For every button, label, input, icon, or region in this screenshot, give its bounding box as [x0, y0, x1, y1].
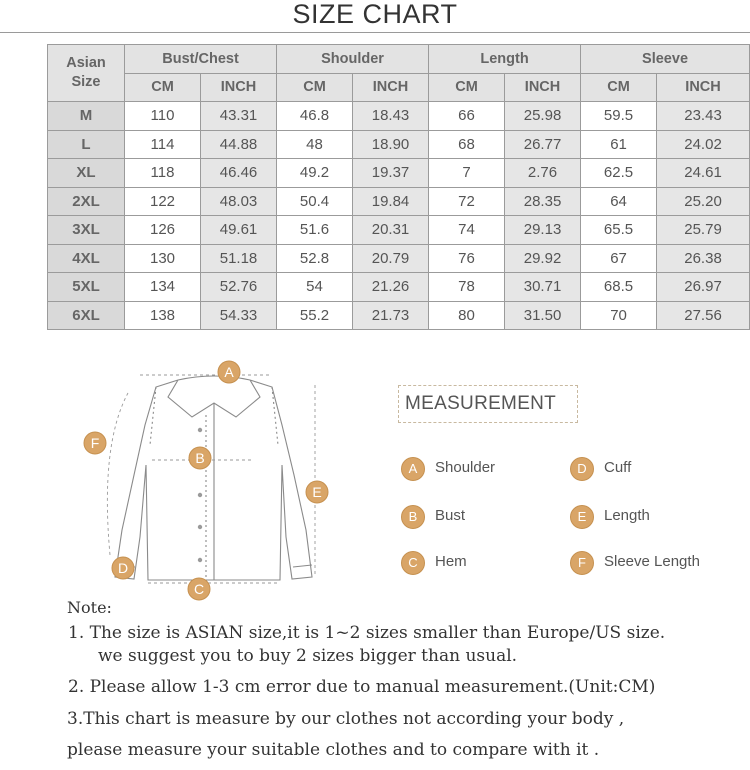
size-chart-table: [47, 44, 750, 330]
measure-cell: 2.76: [505, 159, 581, 188]
measure-cell: 43.31: [201, 102, 277, 131]
measure-cell: 78: [429, 273, 505, 302]
table-row: [48, 244, 750, 273]
measure-cell: 114: [125, 130, 201, 159]
measure-cell: 23.43: [657, 102, 750, 131]
measure-cell: 25.20: [657, 187, 750, 216]
table-row: [48, 130, 750, 159]
unit-header: CM: [125, 73, 201, 102]
unit-header: CM: [277, 73, 353, 102]
measure-cell: 51.18: [201, 244, 277, 273]
unit-header: INCH: [657, 73, 750, 102]
group-header-sleeve: Sleeve: [581, 45, 750, 74]
measure-cell: 52.76: [201, 273, 277, 302]
measure-cell: 74: [429, 216, 505, 245]
measure-cell: 26.38: [657, 244, 750, 273]
note-line-1: 1. The size is ASIAN size,it is 1~2 sizes smaller than Europe/US size.: [68, 623, 666, 643]
legend-label: Shoulder: [435, 459, 496, 476]
unit-header: INCH: [505, 73, 581, 102]
table-row: [48, 159, 750, 188]
table-row: [48, 273, 750, 302]
measure-cell: 110: [125, 102, 201, 131]
legend-badge: B: [401, 505, 425, 529]
measure-cell: 66: [429, 102, 505, 131]
size-header-line: Size: [71, 74, 101, 90]
note-line-3: 3.This chart is measure by our clothes not according your body ,: [67, 709, 625, 729]
marker-c-label: C: [193, 581, 205, 597]
size-cell: XL: [48, 159, 125, 188]
size-header-cell: [48, 45, 125, 102]
marker-d-label: D: [117, 560, 129, 576]
note-line-3b: please measure your suitable clothes and to compare with it .: [67, 740, 600, 760]
measure-cell: 21.73: [353, 301, 429, 330]
measure-cell: 50.4: [277, 187, 353, 216]
measure-cell: 59.5: [581, 102, 657, 131]
measure-cell: 54.33: [201, 301, 277, 330]
marker-a-label: A: [224, 364, 234, 380]
legend-label: Hem: [435, 553, 467, 570]
measurement-title: MEASUREMENT: [405, 393, 557, 414]
page-title: SIZE CHART: [292, 0, 458, 29]
measure-cell: 18.90: [353, 130, 429, 159]
measure-cell: 51.6: [277, 216, 353, 245]
legend-badge: E: [570, 505, 594, 529]
measure-cell: 20.79: [353, 244, 429, 273]
measure-cell: 54: [277, 273, 353, 302]
size-cell: 6XL: [48, 301, 125, 330]
measure-cell: 72: [429, 187, 505, 216]
measure-cell: 46.8: [277, 102, 353, 131]
measure-cell: 122: [125, 187, 201, 216]
table-header-row: [48, 45, 750, 74]
measure-cell: 48: [277, 130, 353, 159]
measure-cell: 138: [125, 301, 201, 330]
measure-cell: 46.46: [201, 159, 277, 188]
measure-cell: 31.50: [505, 301, 581, 330]
measure-cell: 26.97: [657, 273, 750, 302]
note-line-1b: we suggest you to buy 2 sizes bigger than usual.: [98, 646, 518, 666]
unit-header: CM: [429, 73, 505, 102]
size-cell: 2XL: [48, 187, 125, 216]
measure-cell: 126: [125, 216, 201, 245]
unit-header: INCH: [353, 73, 429, 102]
group-header-bust: Bust/Chest: [125, 45, 277, 74]
note-line-2: 2. Please allow 1-3 cm error due to manual measurement.(Unit:CM): [68, 677, 656, 697]
measure-cell: 25.98: [505, 102, 581, 131]
measure-cell: 70: [581, 301, 657, 330]
measure-cell: 18.43: [353, 102, 429, 131]
marker-f-label: F: [90, 435, 100, 451]
measure-cell: 24.02: [657, 130, 750, 159]
table-row: [48, 187, 750, 216]
title-divider: [0, 32, 750, 33]
measure-cell: 49.61: [201, 216, 277, 245]
table-row: [48, 216, 750, 245]
table-row: [48, 102, 750, 131]
measure-cell: 19.84: [353, 187, 429, 216]
legend-badge: C: [401, 551, 425, 575]
marker-b-label: B: [195, 450, 205, 466]
measure-cell: 62.5: [581, 159, 657, 188]
measure-cell: 55.2: [277, 301, 353, 330]
measurement-title-box: [398, 385, 578, 423]
measure-cell: 118: [125, 159, 201, 188]
measure-cell: 134: [125, 273, 201, 302]
unit-header: INCH: [201, 73, 277, 102]
measure-cell: 30.71: [505, 273, 581, 302]
measure-cell: 67: [581, 244, 657, 273]
measure-cell: 61: [581, 130, 657, 159]
legend-badge: A: [401, 457, 425, 481]
table-unit-row: [48, 73, 750, 102]
legend-label: Sleeve Length: [604, 553, 700, 570]
measure-cell: 20.31: [353, 216, 429, 245]
legend-label: Bust: [435, 507, 466, 524]
measure-cell: 52.8: [277, 244, 353, 273]
measure-cell: 64: [581, 187, 657, 216]
size-header-line: Asian: [66, 55, 106, 71]
measure-cell: 44.88: [201, 130, 277, 159]
size-cell: 4XL: [48, 244, 125, 273]
measure-cell: 80: [429, 301, 505, 330]
size-cell: M: [48, 102, 125, 131]
measure-cell: 76: [429, 244, 505, 273]
size-cell: L: [48, 130, 125, 159]
measure-cell: 28.35: [505, 187, 581, 216]
measure-cell: 7: [429, 159, 505, 188]
measure-cell: 26.77: [505, 130, 581, 159]
table-row: [48, 301, 750, 330]
size-cell: 5XL: [48, 273, 125, 302]
notes-heading: Note:: [67, 598, 112, 617]
legend-badge: F: [570, 551, 594, 575]
legend-label: Length: [604, 507, 650, 524]
measure-cell: 65.5: [581, 216, 657, 245]
measure-cell: 68.5: [581, 273, 657, 302]
measure-cell: 25.79: [657, 216, 750, 245]
measure-cell: 29.92: [505, 244, 581, 273]
group-header-shoulder: Shoulder: [277, 45, 429, 74]
measure-cell: 21.26: [353, 273, 429, 302]
group-header-length: Length: [429, 45, 581, 74]
measure-cell: 24.61: [657, 159, 750, 188]
measure-cell: 29.13: [505, 216, 581, 245]
shirt-diagram: [60, 355, 360, 605]
legend-label: Cuff: [604, 459, 632, 476]
measure-cell: 19.37: [353, 159, 429, 188]
measure-cell: 49.2: [277, 159, 353, 188]
legend-badge: D: [570, 457, 594, 481]
marker-e-label: E: [312, 484, 322, 500]
measure-cell: 48.03: [201, 187, 277, 216]
measure-cell: 68: [429, 130, 505, 159]
size-cell: 3XL: [48, 216, 125, 245]
measure-cell: 27.56: [657, 301, 750, 330]
measure-cell: 130: [125, 244, 201, 273]
unit-header: CM: [581, 73, 657, 102]
